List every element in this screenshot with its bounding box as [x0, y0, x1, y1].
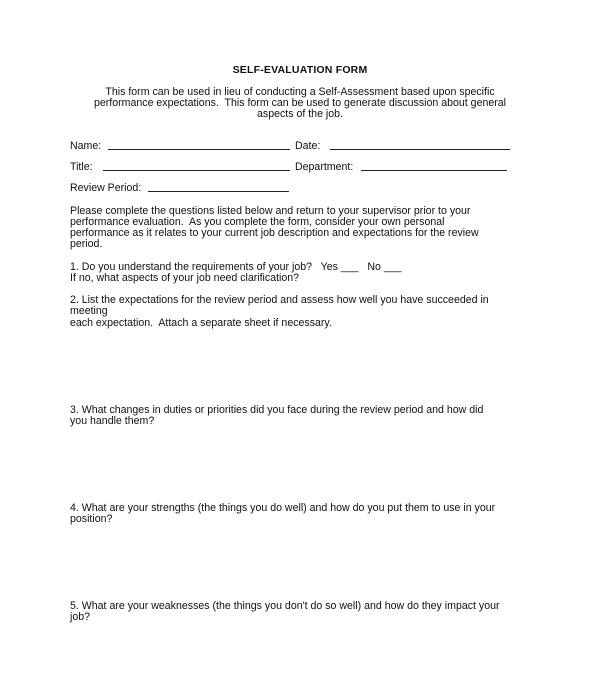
question-3-line-2: you handle them? [70, 415, 155, 427]
instructions-line-1: Please complete the questions listed below and return to your supervisor prior to your [70, 205, 471, 217]
intro-line-2: performance expectations. This form can be used to generate discussion about general [93, 97, 507, 109]
question-4-line-1: 4. What are your strengths (the things you do well) and how do you put them to use in your [70, 502, 496, 514]
title-label: Title: [70, 161, 93, 173]
date-field[interactable] [330, 149, 510, 150]
intro-line-1: This form can be used in lieu of conducting a Self-Assessment based upon specific [105, 86, 495, 98]
question-1-followup: If no, what aspects of your job need clarification? [70, 272, 300, 284]
date-label: Date: [295, 140, 321, 152]
form-title: SELF-EVALUATION FORM [232, 64, 368, 76]
question-5-line-2: job? [70, 611, 91, 623]
instructions-line-2: performance evaluation. As you complete the form, consider your own personal [70, 216, 445, 228]
title-field[interactable] [103, 170, 290, 171]
question-1-text: 1. Do you understand the requirements of your job? Yes ___ No ___ [70, 261, 402, 273]
question-2-line-1: 2. List the expectations for the review period and assess how well you have succeeded in [70, 294, 489, 306]
question-5-line-1: 5. What are your weaknesses (the things you don't do so well) and how do they impact your [70, 600, 500, 612]
question-2-line-2: meeting [70, 305, 108, 317]
question-3-line-1: 3. What changes in duties or priorities did you face during the review period and how did [70, 404, 484, 416]
department-label: Department: [295, 161, 354, 173]
review-period-field[interactable] [148, 191, 289, 192]
instructions-line-4: period. [70, 238, 103, 250]
name-field[interactable] [108, 149, 290, 150]
question-2-line-3: each expectation. Attach a separate sheet if necessary. [70, 317, 332, 329]
question-4-line-2: position? [70, 513, 113, 525]
review-period-label: Review Period: [70, 182, 142, 194]
name-label: Name: [70, 140, 102, 152]
intro-line-3: aspects of the job. [257, 108, 343, 120]
instructions-line-3: performance as it relates to your current job description and expectations for the review [70, 227, 479, 239]
department-field[interactable] [361, 170, 507, 171]
